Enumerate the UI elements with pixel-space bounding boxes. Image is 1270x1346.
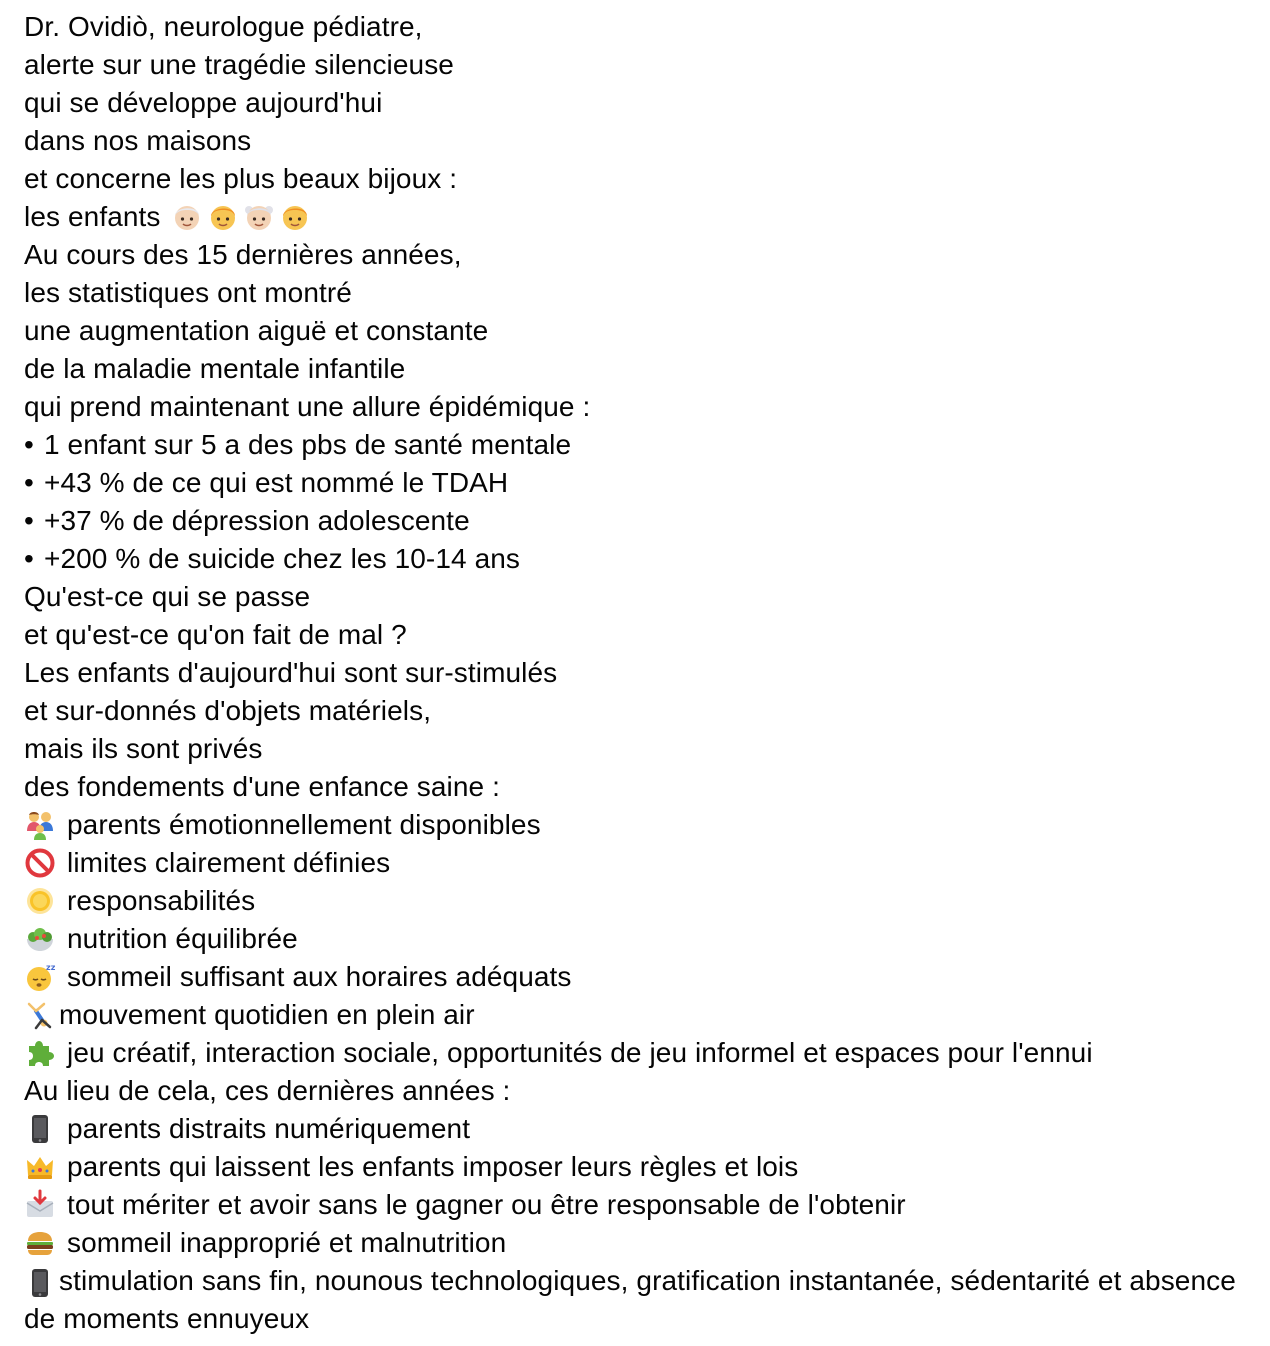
puzzle-piece-icon [24,1037,56,1069]
family-icon [24,809,56,841]
post-line: Qu'est-ce qui se passe [24,581,311,612]
boy-face-icon [171,201,203,233]
instead-text: sommeil inapproprié et malnutrition [67,1227,507,1258]
instead-item [24,1186,1254,1224]
post-line: des fondements d'une enfance saine : [24,771,500,802]
bullet: • [24,543,34,574]
foundation-item [24,920,1254,958]
stat-item [24,426,1254,464]
crown-icon [24,1151,56,1183]
instead-text: tout mériter et avoir sans le gagner ou être responsable de l'obtenir [67,1189,906,1220]
stat-text: 1 enfant sur 5 a des pbs de santé mentale [44,429,572,460]
post-body [24,8,1254,1338]
post-line: et concerne les plus beaux bijoux : [24,163,458,194]
bullet: • [24,429,34,460]
cartwheel-icon [24,999,56,1031]
foundation-item [24,806,1254,844]
child-face-icon [279,201,311,233]
no-entry-icon [24,847,56,879]
girl-face-icon [243,201,275,233]
instead-item [24,1224,1254,1262]
bullet: • [24,505,34,536]
foundation-text: mouvement quotidien en plein air [59,999,475,1030]
post-line: Les enfants d'aujourd'hui sont sur-stimulés [24,657,558,688]
post-line: et sur-donnés d'objets matériels, [24,695,432,726]
foundation-text: sommeil suffisant aux horaires adéquats [67,961,572,992]
inbox-tray-icon [24,1189,56,1221]
stat-item [24,464,1254,502]
instead-text: parents distraits numériquement [67,1113,471,1144]
stat-text: +200 % de suicide chez les 10-14 ans [44,543,521,574]
instead-item [24,1110,1254,1148]
post-line: mais ils sont privés [24,733,263,764]
salad-icon [24,923,56,955]
child-face-icon [207,201,239,233]
instead-text: parents qui laissent les enfants imposer leurs règles et lois [67,1151,799,1182]
kids-emoji-group [171,201,311,233]
stat-item [24,502,1254,540]
foundation-text: parents émotionnellement disponibles [67,809,541,840]
instead-item [24,1262,1254,1338]
kids-line [24,198,1254,236]
stat-text: +37 % de dépression adolescente [44,505,470,536]
bullet: • [24,467,34,498]
foundation-item [24,958,1254,996]
post-line: alerte sur une tragédie silencieuse [24,49,454,80]
svg-text:zz: zz [46,963,56,972]
stat-item [24,540,1254,578]
post-line: qui se développe aujourd'hui [24,87,383,118]
foundation-item [24,844,1254,882]
post-line: une augmentation aiguë et constante [24,315,489,346]
post-line: les statistiques ont montré [24,277,352,308]
post-line: et qu'est-ce qu'on fait de mal ? [24,619,407,650]
post-line: de la maladie mentale infantile [24,353,406,384]
foundation-item [24,882,1254,920]
mobile-phone-icon [24,1267,56,1299]
post-line: dans nos maisons [24,125,252,156]
stat-text: +43 % de ce qui est nommé le TDAH [44,467,509,498]
foundation-text: nutrition équilibrée [67,923,298,954]
foundation-text: limites clairement définies [67,847,391,878]
foundation-text: jeu créatif, interaction sociale, opportunités de jeu informel et espaces pour l'ennui [67,1037,1093,1068]
post-line: qui prend maintenant une allure épidémique : [24,391,591,422]
foundation-item [24,996,1254,1034]
hamburger-icon [24,1227,56,1259]
instead-text: stimulation sans fin, nounous technologiques, gratification instantanée, sédentarité et absence de moments ennuyeux [24,1265,1236,1334]
post-line: Au lieu de cela, ces dernières années : [24,1075,511,1106]
sleeping-face-icon [24,961,56,993]
foundation-text: responsabilités [67,885,256,916]
foundation-item [24,1034,1254,1072]
mobile-phone-icon [24,1113,56,1145]
kids-line-text: les enfants [24,201,161,232]
post-line: Au cours des 15 dernières années, [24,239,462,270]
post-line: Dr. Ovidiò, neurologue pédiatre, [24,11,423,42]
sun-icon [24,885,56,917]
instead-item [24,1148,1254,1186]
